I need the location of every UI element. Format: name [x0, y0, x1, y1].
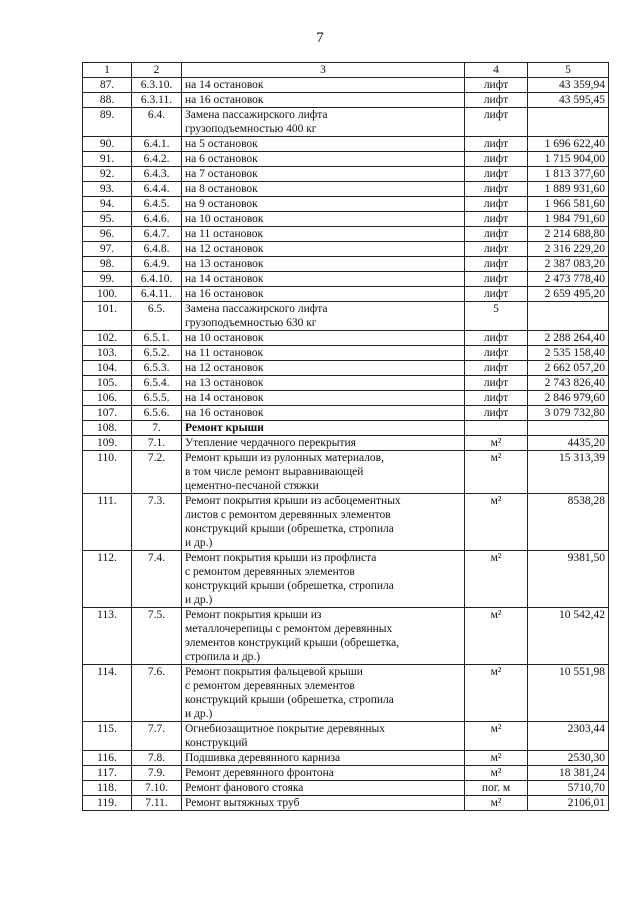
row-number: 104. — [83, 361, 132, 376]
row-number: 116. — [83, 751, 132, 766]
row-code: 6.4.9. — [132, 257, 182, 272]
column-header: 3 — [182, 63, 465, 78]
row-value: 2 288 264,40 — [528, 331, 609, 346]
description-line: на 11 остановок — [185, 228, 264, 240]
description-line: в том числе ремонт выравнивающей — [185, 466, 364, 478]
row-unit: лифт — [465, 137, 528, 152]
row-unit: м² — [465, 551, 528, 608]
description-line: на 11 остановок — [185, 347, 264, 359]
row-description — [182, 197, 465, 212]
table-row — [83, 376, 609, 391]
row-number: 100. — [83, 287, 132, 302]
row-number: 93. — [83, 182, 132, 197]
row-value — [528, 108, 609, 137]
row-number: 105. — [83, 376, 132, 391]
row-number: 95. — [83, 212, 132, 227]
description-line: конструкций крыши (обрешетка, стропила — [185, 580, 394, 592]
row-code: 6.4.6. — [132, 212, 182, 227]
row-unit: 5 — [465, 302, 528, 331]
row-value: 4435,20 — [528, 436, 609, 451]
table-row — [83, 93, 609, 108]
row-number: 87. — [83, 78, 132, 93]
row-value — [528, 302, 609, 331]
description-line: на 14 остановок — [185, 79, 264, 91]
row-value: 2 535 158,40 — [528, 346, 609, 361]
page-number: 7 — [316, 30, 324, 46]
row-number: 90. — [83, 137, 132, 152]
header-row — [83, 63, 609, 78]
table-row — [83, 331, 609, 346]
row-number: 102. — [83, 331, 132, 346]
row-description — [182, 108, 465, 137]
row-unit: лифт — [465, 257, 528, 272]
row-code: 6.3.11. — [132, 93, 182, 108]
row-value: 43 595,45 — [528, 93, 609, 108]
row-unit: лифт — [465, 376, 528, 391]
row-value: 2 662 057,20 — [528, 361, 609, 376]
description-line: конструкций крыши (обрешетка, стропила — [185, 694, 394, 706]
row-description — [182, 421, 465, 436]
row-number: 92. — [83, 167, 132, 182]
row-unit: м² — [465, 494, 528, 551]
row-code: 7.4. — [132, 551, 182, 608]
row-value: 1 984 791,60 — [528, 212, 609, 227]
row-description — [182, 766, 465, 781]
row-code: 6.5.3. — [132, 361, 182, 376]
row-number: 119. — [83, 796, 132, 811]
row-code: 6.5. — [132, 302, 182, 331]
description-line: на 5 остановок — [185, 138, 258, 150]
description-line: на 16 остановок — [185, 407, 264, 419]
row-code: 7. — [132, 421, 182, 436]
row-value: 1 966 581,60 — [528, 197, 609, 212]
row-description — [182, 391, 465, 406]
row-unit: лифт — [465, 78, 528, 93]
row-value: 1 813 377,60 — [528, 167, 609, 182]
description-line: Замена пассажирского лифта — [185, 109, 328, 121]
description-line: на 13 остановок — [185, 377, 264, 389]
description-line: элементов конструкций крыши (обрешетка, — [185, 637, 400, 649]
row-number: 117. — [83, 766, 132, 781]
table-row — [83, 197, 609, 212]
row-code: 7.1. — [132, 436, 182, 451]
row-value: 2 387 083,20 — [528, 257, 609, 272]
description-line: с ремонтом деревянных элементов — [185, 566, 355, 578]
row-unit: лифт — [465, 391, 528, 406]
row-unit: м² — [465, 796, 528, 811]
row-description — [182, 361, 465, 376]
table-row — [83, 242, 609, 257]
row-value: 2 659 495,20 — [528, 287, 609, 302]
row-description — [182, 167, 465, 182]
description-line: на 12 остановок — [185, 362, 264, 374]
table-row — [83, 436, 609, 451]
row-unit — [465, 421, 528, 436]
row-code: 7.7. — [132, 722, 182, 751]
tariff-table — [82, 62, 609, 811]
description-line: Ремонт крыши — [185, 422, 264, 434]
table-row — [83, 152, 609, 167]
row-number: 111. — [83, 494, 132, 551]
table-row — [83, 257, 609, 272]
row-value: 10 542,42 — [528, 608, 609, 665]
row-number: 94. — [83, 197, 132, 212]
row-description — [182, 722, 465, 751]
row-unit: пог. м — [465, 781, 528, 796]
description-line: листов с ремонтом деревянных элементов — [185, 509, 391, 521]
row-number: 110. — [83, 451, 132, 494]
row-number: 113. — [83, 608, 132, 665]
row-unit: лифт — [465, 406, 528, 421]
row-value: 2 316 229,20 — [528, 242, 609, 257]
description-line: на 16 остановок — [185, 94, 264, 106]
row-code: 7.5. — [132, 608, 182, 665]
row-unit: лифт — [465, 361, 528, 376]
table-row — [83, 272, 609, 287]
table-row — [83, 665, 609, 722]
row-code: 6.4.4. — [132, 182, 182, 197]
row-description — [182, 551, 465, 608]
row-value: 2303,44 — [528, 722, 609, 751]
row-number: 108. — [83, 421, 132, 436]
row-value: 5710,70 — [528, 781, 609, 796]
table-row — [83, 751, 609, 766]
row-description — [182, 346, 465, 361]
row-description — [182, 242, 465, 257]
row-unit: лифт — [465, 182, 528, 197]
row-value: 43 359,94 — [528, 78, 609, 93]
row-description — [182, 272, 465, 287]
table-row — [83, 766, 609, 781]
row-value — [528, 421, 609, 436]
row-description — [182, 608, 465, 665]
row-value: 2 214 688,80 — [528, 227, 609, 242]
row-description — [182, 93, 465, 108]
description-line: стропила и др.) — [185, 651, 261, 663]
row-unit: лифт — [465, 108, 528, 137]
row-unit: лифт — [465, 242, 528, 257]
column-header: 1 — [83, 63, 132, 78]
row-code: 7.2. — [132, 451, 182, 494]
description-line: грузоподъемностью 630 кг — [185, 317, 317, 329]
row-number: 106. — [83, 391, 132, 406]
row-code: 6.4.2. — [132, 152, 182, 167]
row-code: 6.4.11. — [132, 287, 182, 302]
description-line: конструкций крыши (обрешетка, стропила — [185, 523, 394, 535]
description-line: Ремонт фанового стояка — [185, 782, 304, 794]
row-number: 107. — [83, 406, 132, 421]
row-unit: м² — [465, 436, 528, 451]
description-line: Ремонт покрытия крыши из асбоцементных — [185, 495, 401, 507]
row-unit: м² — [465, 766, 528, 781]
row-value: 2 473 778,40 — [528, 272, 609, 287]
row-code: 6.4.5. — [132, 197, 182, 212]
row-description — [182, 406, 465, 421]
row-unit: м² — [465, 665, 528, 722]
row-number: 109. — [83, 436, 132, 451]
row-value: 2106,01 — [528, 796, 609, 811]
row-unit: лифт — [465, 212, 528, 227]
row-code: 7.3. — [132, 494, 182, 551]
description-line: на 7 остановок — [185, 168, 258, 180]
description-line: Подшивка деревянного карниза — [185, 752, 341, 764]
table-row — [83, 287, 609, 302]
description-line: конструкций — [185, 737, 248, 749]
description-line: Ремонт деревянного фронтона — [185, 767, 334, 779]
description-line: Замена пассажирского лифта — [185, 303, 328, 315]
row-description — [182, 152, 465, 167]
row-description — [182, 302, 465, 331]
row-number: 103. — [83, 346, 132, 361]
row-unit: лифт — [465, 93, 528, 108]
table-row — [83, 346, 609, 361]
description-line: цементно-песчаной стяжки — [185, 480, 319, 492]
row-description — [182, 227, 465, 242]
row-code: 6.5.2. — [132, 346, 182, 361]
table-row — [83, 781, 609, 796]
row-number: 114. — [83, 665, 132, 722]
row-number: 118. — [83, 781, 132, 796]
row-code: 6.4.8. — [132, 242, 182, 257]
row-value: 15 313,39 — [528, 451, 609, 494]
row-description — [182, 436, 465, 451]
description-line: Ремонт покрытия фальцевой крыши — [185, 666, 363, 678]
row-value: 18 381,24 — [528, 766, 609, 781]
row-unit: лифт — [465, 197, 528, 212]
row-unit: лифт — [465, 272, 528, 287]
row-unit: м² — [465, 722, 528, 751]
table-row — [83, 551, 609, 608]
description-line: Утепление чердачного перекрытия — [185, 437, 356, 449]
row-description — [182, 751, 465, 766]
row-value: 2530,30 — [528, 751, 609, 766]
table-row — [83, 796, 609, 811]
row-code: 7.10. — [132, 781, 182, 796]
description-line: на 6 остановок — [185, 153, 258, 165]
row-unit: м² — [465, 608, 528, 665]
table-row — [83, 212, 609, 227]
row-unit: лифт — [465, 227, 528, 242]
table-row — [83, 722, 609, 751]
description-line: Ремонт вытяжных труб — [185, 797, 300, 809]
row-description — [182, 665, 465, 722]
row-number: 89. — [83, 108, 132, 137]
description-line: на 10 остановок — [185, 213, 264, 225]
row-unit: лифт — [465, 331, 528, 346]
row-unit: лифт — [465, 167, 528, 182]
description-line: на 10 остановок — [185, 332, 264, 344]
row-value: 2 846 979,60 — [528, 391, 609, 406]
row-code: 6.4.1. — [132, 137, 182, 152]
row-code: 6.5.6. — [132, 406, 182, 421]
description-line: на 14 остановок — [185, 392, 264, 404]
column-header: 2 — [132, 63, 182, 78]
row-number: 115. — [83, 722, 132, 751]
row-code: 6.4. — [132, 108, 182, 137]
row-value: 10 551,98 — [528, 665, 609, 722]
row-unit: м² — [465, 451, 528, 494]
row-description — [182, 78, 465, 93]
table-row — [83, 167, 609, 182]
column-header: 5 — [528, 63, 609, 78]
row-unit: м² — [465, 751, 528, 766]
row-description — [182, 796, 465, 811]
row-description — [182, 376, 465, 391]
row-unit: лифт — [465, 152, 528, 167]
row-value: 9381,50 — [528, 551, 609, 608]
description-line: и др.) — [185, 708, 213, 720]
description-line: и др.) — [185, 594, 213, 606]
row-code: 6.5.1. — [132, 331, 182, 346]
table-row — [83, 302, 609, 331]
row-code: 6.4.7. — [132, 227, 182, 242]
description-line: Ремонт покрытия крыши из — [185, 609, 322, 621]
row-description — [182, 137, 465, 152]
table-row — [83, 421, 609, 436]
row-description — [182, 781, 465, 796]
description-line: на 12 остановок — [185, 243, 264, 255]
description-line: на 14 остановок — [185, 273, 264, 285]
row-value: 2 743 826,40 — [528, 376, 609, 391]
description-line: Ремонт крыши из рулонных материалов, — [185, 452, 384, 464]
row-description — [182, 494, 465, 551]
description-line: металлочерепицы с ремонтом деревянных — [185, 623, 393, 635]
row-description — [182, 331, 465, 346]
row-code: 6.4.10. — [132, 272, 182, 287]
table-row — [83, 451, 609, 494]
table-row — [83, 227, 609, 242]
row-value: 8538,28 — [528, 494, 609, 551]
row-number: 91. — [83, 152, 132, 167]
row-number: 96. — [83, 227, 132, 242]
row-code: 7.11. — [132, 796, 182, 811]
row-code: 6.4.3. — [132, 167, 182, 182]
table-row — [83, 406, 609, 421]
row-value: 1 889 931,60 — [528, 182, 609, 197]
row-code: 6.5.4. — [132, 376, 182, 391]
description-line: Ремонт покрытия крыши из профлиста — [185, 552, 377, 564]
row-unit: лифт — [465, 346, 528, 361]
row-code: 6.5.5. — [132, 391, 182, 406]
row-value: 1 696 622,40 — [528, 137, 609, 152]
description-line: с ремонтом деревянных элементов — [185, 680, 355, 692]
row-description — [182, 182, 465, 197]
description-line: на 16 остановок — [185, 288, 264, 300]
description-line: на 8 остановок — [185, 183, 258, 195]
description-line: Огнебиозащитное покрытие деревянных — [185, 723, 386, 735]
column-header: 4 — [465, 63, 528, 78]
row-code: 7.9. — [132, 766, 182, 781]
table-body — [83, 78, 609, 811]
description-line: и др.) — [185, 537, 213, 549]
table-row — [83, 361, 609, 376]
description-line: на 13 остановок — [185, 258, 264, 270]
table-row — [83, 608, 609, 665]
row-code: 7.8. — [132, 751, 182, 766]
table-row — [83, 494, 609, 551]
row-number: 101. — [83, 302, 132, 331]
row-number: 97. — [83, 242, 132, 257]
row-code: 6.3.10. — [132, 78, 182, 93]
row-value: 1 715 904,00 — [528, 152, 609, 167]
table-row — [83, 391, 609, 406]
row-description — [182, 257, 465, 272]
row-value: 3 079 732,80 — [528, 406, 609, 421]
description-line: грузоподъемностью 400 кг — [185, 123, 317, 135]
row-number: 98. — [83, 257, 132, 272]
row-description — [182, 451, 465, 494]
table-row — [83, 108, 609, 137]
row-number: 88. — [83, 93, 132, 108]
row-number: 99. — [83, 272, 132, 287]
row-number: 112. — [83, 551, 132, 608]
row-unit: лифт — [465, 287, 528, 302]
row-code: 7.6. — [132, 665, 182, 722]
table-row — [83, 78, 609, 93]
row-description — [182, 212, 465, 227]
table-row — [83, 182, 609, 197]
row-description — [182, 287, 465, 302]
description-line: на 9 остановок — [185, 198, 258, 210]
table-row — [83, 137, 609, 152]
